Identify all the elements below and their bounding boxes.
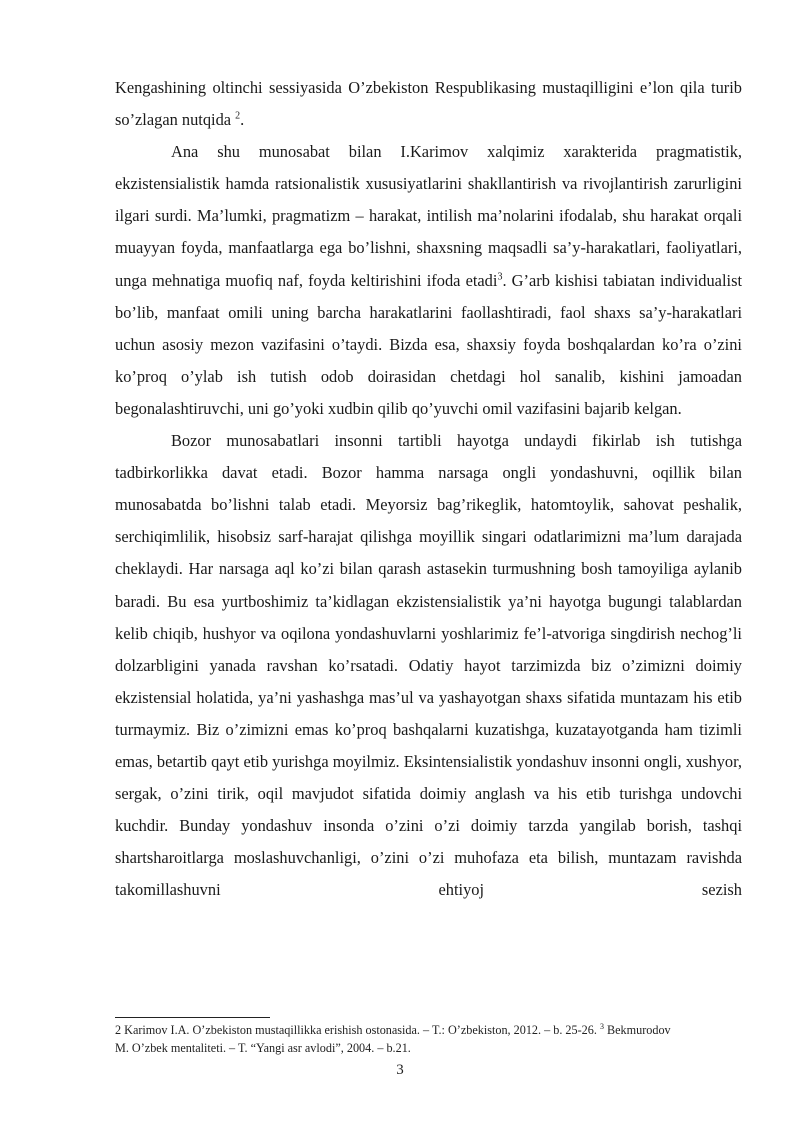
footnote-ref-2[interactable]: 2 <box>235 110 241 122</box>
footnote-2: 2 Karimov I.A. O’zbekiston mustaqillikka erishish ostonasida. – T.: O’zbekiston, 2012. – b. 25-26. <box>115 1023 600 1037</box>
paragraph-3 <box>115 425 742 906</box>
text-run: Bozor munosabatlari insonni tartibli hayotga undaydi fikirlab ish tutishga tadbirkorlikka davat etadi. Bozor hamma narsaga ongli yondashuvni, oqillik bilan munosabatda bo’lishni talab etadi. Meyorsiz bag’rikeglik, hatomtoylik, sahovat peshalik, serchiqimlilik, hisobsiz sarf-harajat qilishga moyillik singari odatlarimizni ma’lum darajada cheklaydi. Har narsaga aql ko’zi bilan qarash astasekin turmushning bosh tamoyiliga aylanib baradi. Bu esa yurtboshimiz ta’kidlagan ekzistensialistik ya’ni hayotga bugungi talablardan kelib chiqib, hushyor va oqilona yondashuvlarni yoshlarimiz fe’l-atvoriga singdirish nechog’li dolzarbligini yanada ravshan ko’rsatadi. Odatiy hayot tarzimizda biz o’zimizni doimiy ekzistensial holatida, ya’ni yashashga mas’ul va yashayotgan shaxs sifatida muntazam his etib turmaymiz. Biz o’zimizni emas ko’proq bashqalarni kuzatishga, kuzatayotganda ham tizimli emas, betartib qayt etib yurishga moyilmiz. Eksintensialistik yondashuv insonni ongli, xushyor, sergak, o’zini tirik, oqil mavjudot sifatida doimiy anglash va his etib turishga undovchi kuchdir. Bunday yondashuv insonda o’zini o’zi doimiy tarzda yangilab borish, tashqi shartsharoitlarga moslashuvchanligi, o’zini o’zi muhofaza eta bilish, muntazam ravishda takomillashuvni ehtiyoj sezish <box>115 431 742 900</box>
footnote-separator <box>115 1017 270 1018</box>
text-run: . <box>240 110 245 130</box>
text-run: Kengashining oltinchi sessiyasida O’zbekiston Respublikasing mustaqilligini e’lon qila turib so’zlagan nutqida <box>115 78 742 130</box>
footnotes <box>115 1022 675 1057</box>
text-run: Ana shu munosabat bilan I.Karimov xalqimiz xarakterida pragmatistik, ekzistensialistik hamda ratsionalistik xususiyatlarini shakllantirish va rivojlantirish zarurligini ilgari surdi. Ma’lumki, pragmatizm – harakat, intilish ma’nolarini ifodalab, shu harakat orqali muayyan foyda, manfaatlarga ega bo’lishni, shaxsning maqsadli sa’y-harakatlari, faoliyatlari, unga mehnatiga muofiq naf, foyda keltirishini ifoda etadi <box>115 142 742 290</box>
footnote-3-marker: 3 <box>599 1021 604 1031</box>
paragraph-1 <box>115 72 742 136</box>
footnote-3: Bekmurodov M. O’zbek mentaliteti. – T. “Yangi asr avlodi”, 2004. – b.21. <box>115 1023 671 1055</box>
page-number: 3 <box>396 1062 404 1078</box>
footnote-ref-3[interactable]: 3 <box>497 271 503 283</box>
paragraph-2 <box>115 136 742 425</box>
text-run: . G’arb kishisi tabiatan individualist bo’lib, manfaat omili uning barcha harakatlarini faollashtiradi, faol shaxs sa’y-harakatlari uchun asosiy mezon vazifasini o’taydi. Bizda esa, shaxsiy foyda boshqalardan ko’ra o’zini ko’proq o’ylab ish tutish odob doirasidan chetdagi hol sanalib, kishini jamoadan begonalashtiruvchi, uni go’yoki xudbin qilib qo’yuvchi omil vazifasini bajarib kelgan. <box>115 270 742 418</box>
body-text <box>115 72 742 906</box>
